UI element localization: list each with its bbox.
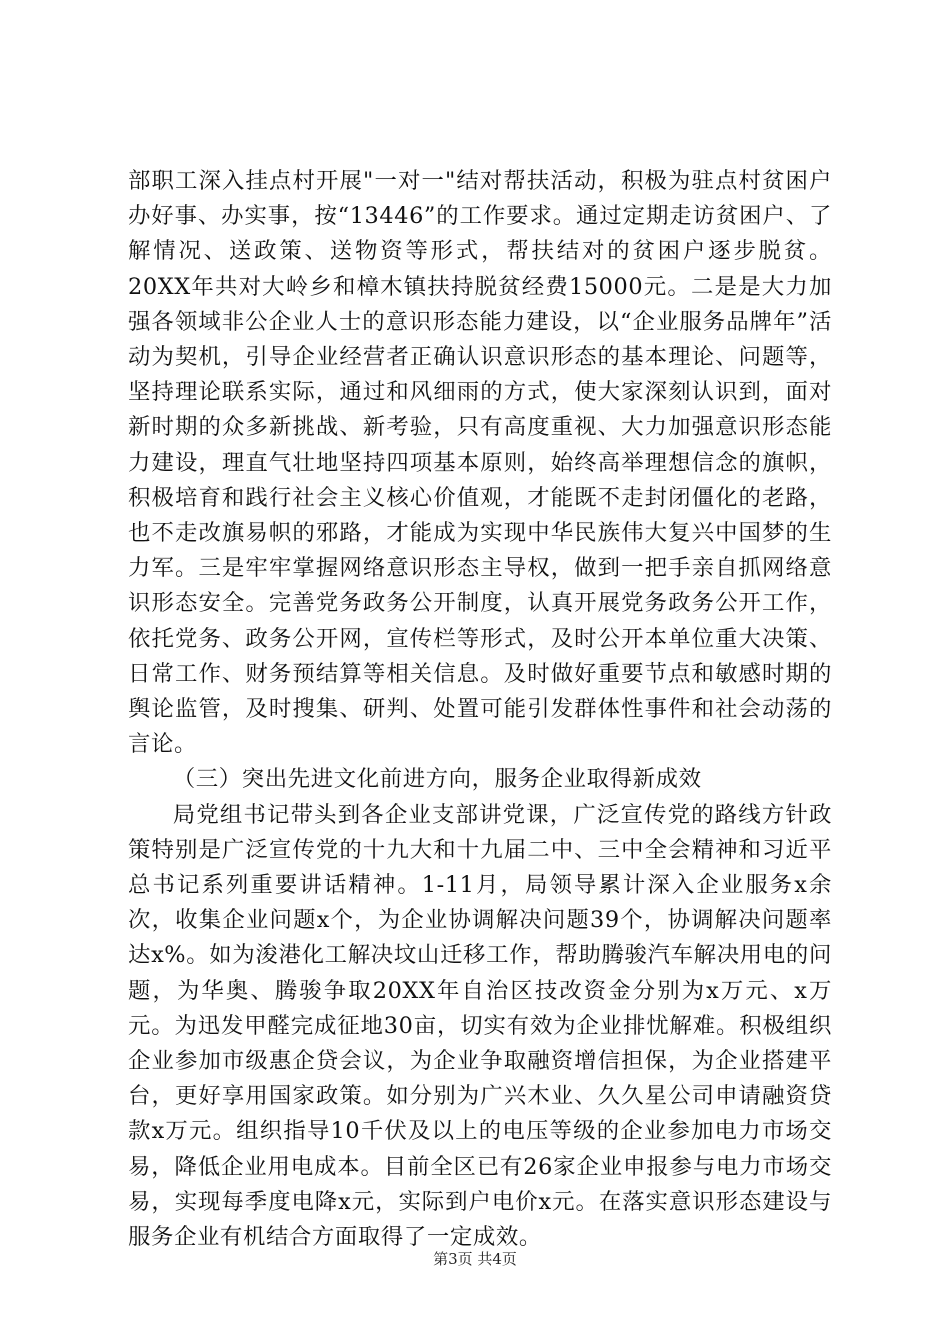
page-number-footer: 第3页 共4页 [433,1250,517,1268]
paragraph-service-results: 局党组书记带头到各企业支部讲党课，广泛宣传党的路线方针政策特别是广泛宣传党的十九大和十九届二中、三中全会精神和习近平总书记系列重要讲话精神。1-11月，局领导累计深入企业服务x余次，收集企业问题x个，为企业协调解决问题39个，协调解决问题率达x%。如为浚港化工解决坟山迁移工作，帮助腾骏汽车解决用电的问题，为华奥、腾骏争取20XX年自治区技改资金分别为x万元、x万元。为迅发甲醛完成征地30亩，切实有效为企业排忧解难。积极组织企业参加市级惠企贷会议，为企业争取融资增信担保，为企业搭建平台，更好享用国家政策。如分别为广兴木业、久久星公司申请融资贷款x万元。组织指导10千伏及以上的电压等级的企业参加电力市场交易，降低企业用电成本。目前全区已有26家企业申报参与电力市场交易，实现每季度电降x元，实际到户电价x元。在落实意识形态建设与服务企业有机结合方面取得了一定成效。 [128,801,832,1251]
paragraph-continuation: 部职工深入挂点村开展"一对一"结对帮扶活动，积极为驻点村贫困户办好事、办实事，按“13446”的工作要求。通过定期走访贫困户、了解情况、送政策、送物资等形式，帮扶结对的贫困户逐步脱贫。20XX年共对大岭乡和樟木镇扶持脱贫经费15000元。二是是大力加强各领域非公企业人士的意识形态能力建设，以“企业服务品牌年”活动为契机，引导企业经营者正确认识意识形态的基本理论、问题等，坚持理论联系实际，通过和风细雨的方式，使大家深刻认识到，面对新时期的众多新挑战、新考验，只有高度重视、大力加强意识形态能力建设，理直气壮地坚持四项基本原则，始终高举理想信念的旗帜，积极培育和践行社会主义核心价值观，才能既不走封闭僵化的老路，也不走改旗易帜的邪路，才能成为实现中华民族伟大复兴中国梦的生力军。三是牢牢掌握网络意识形态主导权，做到一把手亲自抓网络意识形态安全。完善党务政务公开制度，认真开展党务政务公开工作，依托党务、政务公开网，宣传栏等形式，及时公开本单位重大决策、日常工作、财务预结算等相关信息。及时做好重要节点和敏感时期的舆论监管，及时搜集、研判、处置可能引发群体性事件和社会动荡的言论。 [128,168,832,758]
section-heading: （三）突出先进文化前进方向，服务企业取得新成效 [172,766,702,793]
document-body [128,164,832,1255]
